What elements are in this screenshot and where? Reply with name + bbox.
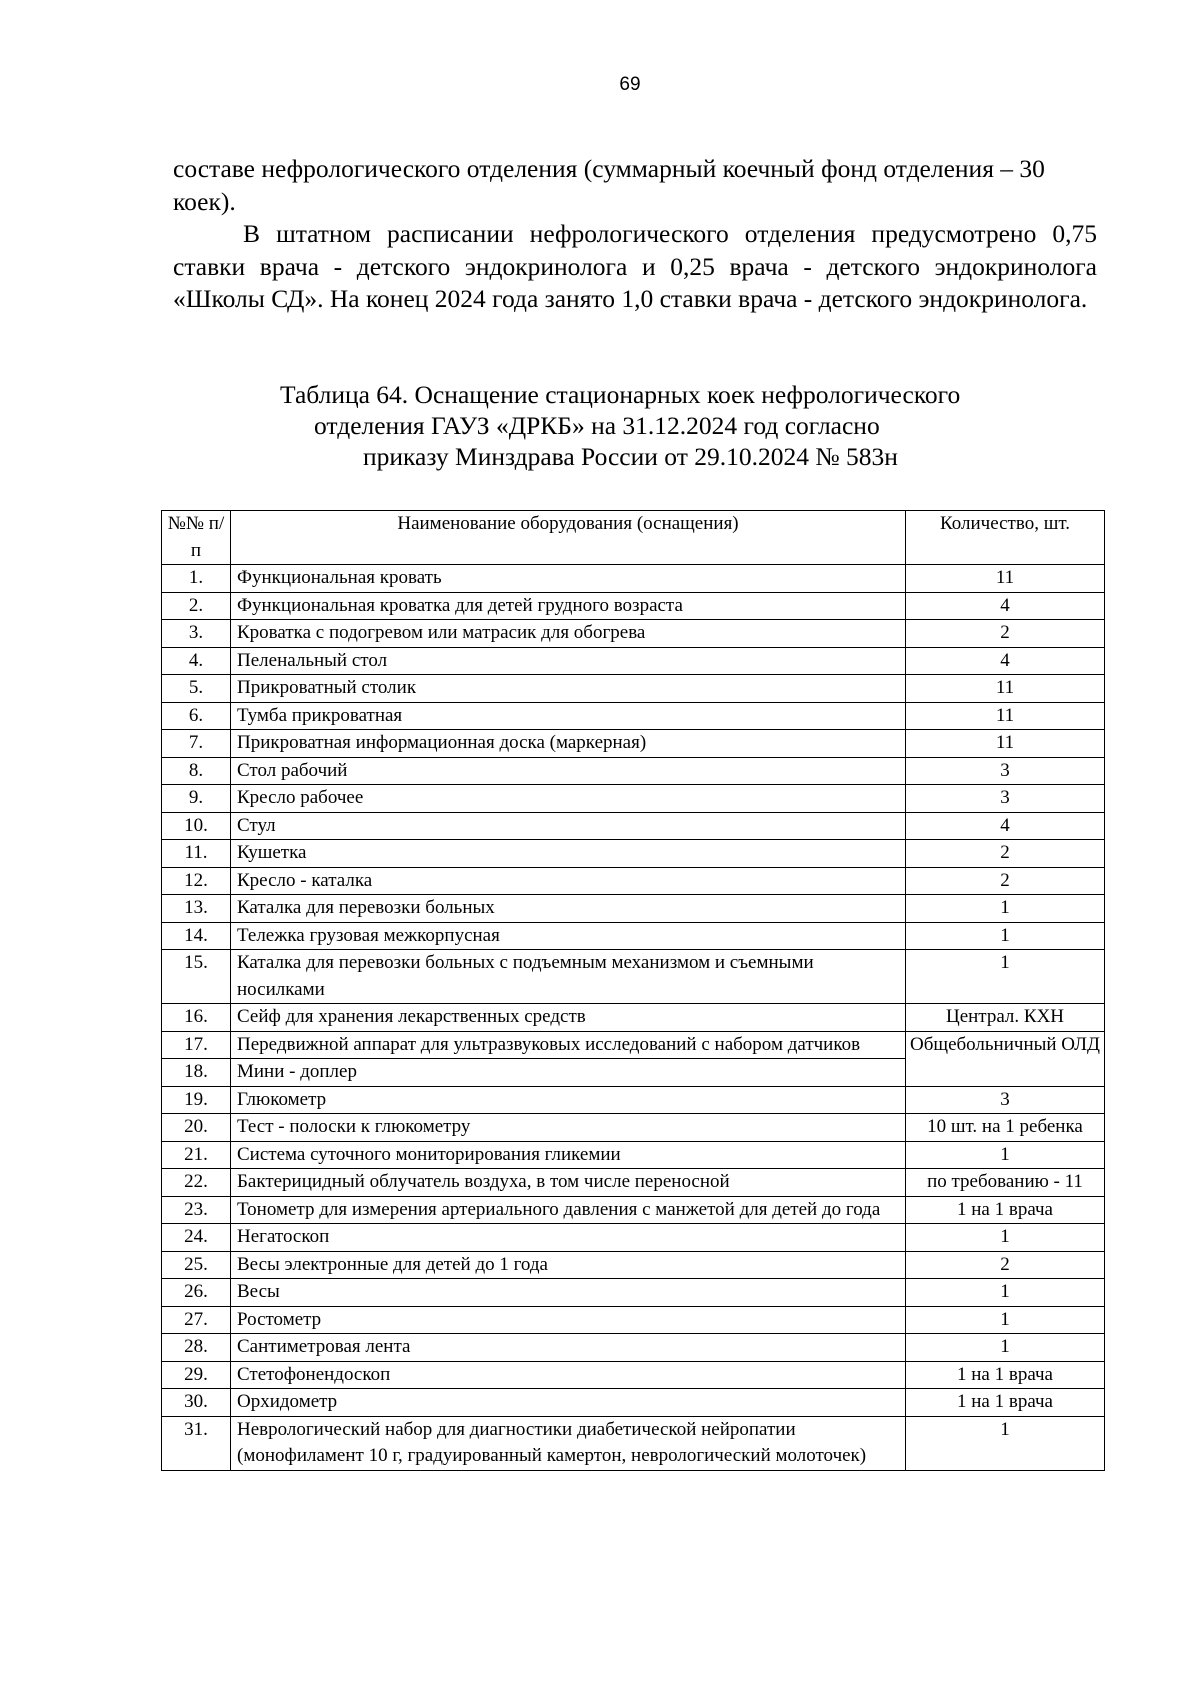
header-quantity: Количество, шт. xyxy=(906,511,1105,565)
row-quantity: 1 xyxy=(906,1416,1105,1470)
equipment-table-body xyxy=(162,511,1105,1471)
row-number: 18. xyxy=(162,1059,231,1087)
row-quantity: 1 xyxy=(906,1279,1105,1307)
row-number: 25. xyxy=(162,1251,231,1279)
row-quantity: по требованию - 11 xyxy=(906,1169,1105,1197)
row-quantity: Централ. КХН xyxy=(906,1004,1105,1032)
row-quantity: 2 xyxy=(906,1251,1105,1279)
table-caption xyxy=(173,379,1097,472)
table-row xyxy=(162,620,1105,648)
row-quantity: 11 xyxy=(906,702,1105,730)
row-equipment-name: Кресло рабочее xyxy=(231,785,906,813)
row-number: 11. xyxy=(162,840,231,868)
row-quantity: 11 xyxy=(906,565,1105,593)
row-quantity: 10 шт. на 1 ребенка xyxy=(906,1114,1105,1142)
row-quantity: 1 xyxy=(906,1224,1105,1252)
row-number: 12. xyxy=(162,867,231,895)
table-header-row xyxy=(162,511,1105,565)
row-number: 7. xyxy=(162,730,231,758)
paragraph-continuation: составе нефрологического отделения (суммарный коечный фонд отделения – 30 коек). xyxy=(173,154,1045,216)
row-equipment-name: Функциональная кровать xyxy=(231,565,906,593)
row-number: 8. xyxy=(162,757,231,785)
row-number: 31. xyxy=(162,1416,231,1470)
row-number: 5. xyxy=(162,675,231,703)
caption-line-2: отделения ГАУЗ «ДРКБ» на 31.12.2024 год согласно xyxy=(314,411,880,440)
row-quantity: 1 xyxy=(906,1141,1105,1169)
table-row xyxy=(162,702,1105,730)
header-number: №№ п/п xyxy=(162,511,231,565)
row-number: 16. xyxy=(162,1004,231,1032)
row-number: 17. xyxy=(162,1031,231,1059)
table-row xyxy=(162,592,1105,620)
row-equipment-name: Прикроватный столик xyxy=(231,675,906,703)
row-quantity: Общебольничный ОЛД xyxy=(906,1031,1105,1086)
header-name: Наименование оборудования (оснащения) xyxy=(231,511,906,565)
row-quantity: 2 xyxy=(906,620,1105,648)
row-number: 2. xyxy=(162,592,231,620)
row-quantity: 2 xyxy=(906,867,1105,895)
table-row xyxy=(162,840,1105,868)
row-equipment-name: Тонометр для измерения артериального давления с манжетой для детей до года xyxy=(231,1196,906,1224)
row-quantity: 4 xyxy=(906,592,1105,620)
table-row xyxy=(162,1279,1105,1307)
table-row xyxy=(162,730,1105,758)
table-row xyxy=(162,647,1105,675)
row-equipment-name: Сейф для хранения лекарственных средств xyxy=(231,1004,906,1032)
row-number: 30. xyxy=(162,1389,231,1417)
row-equipment-name: Глюкометр xyxy=(231,1086,906,1114)
table-row xyxy=(162,1361,1105,1389)
table-row xyxy=(162,785,1105,813)
table-row xyxy=(162,1334,1105,1362)
row-number: 15. xyxy=(162,950,231,1004)
equipment-table xyxy=(161,510,1105,1471)
row-quantity: 3 xyxy=(906,1086,1105,1114)
row-number: 28. xyxy=(162,1334,231,1362)
table-row xyxy=(162,1196,1105,1224)
row-equipment-name: Мини - доплер xyxy=(231,1059,906,1087)
row-number: 24. xyxy=(162,1224,231,1252)
row-quantity: 1 xyxy=(906,1306,1105,1334)
table-row xyxy=(162,1389,1105,1417)
row-number: 13. xyxy=(162,895,231,923)
row-number: 23. xyxy=(162,1196,231,1224)
row-equipment-name: Весы xyxy=(231,1279,906,1307)
row-equipment-name: Стетофонендоскоп xyxy=(231,1361,906,1389)
row-number: 9. xyxy=(162,785,231,813)
table-row xyxy=(162,1031,1105,1059)
row-equipment-name: Тумба прикроватная xyxy=(231,702,906,730)
row-quantity: 1 xyxy=(906,950,1105,1004)
table-row xyxy=(162,1416,1105,1470)
table-row xyxy=(162,1251,1105,1279)
row-quantity: 1 на 1 врача xyxy=(906,1389,1105,1417)
row-number: 22. xyxy=(162,1169,231,1197)
row-quantity: 3 xyxy=(906,785,1105,813)
caption-line-1: Таблица 64. Оснащение стационарных коек нефрологического xyxy=(280,380,961,409)
row-equipment-name: Система суточного мониторирования гликемии xyxy=(231,1141,906,1169)
row-number: 19. xyxy=(162,1086,231,1114)
row-equipment-name: Стул xyxy=(231,812,906,840)
table-row xyxy=(162,867,1105,895)
row-quantity: 1 xyxy=(906,922,1105,950)
row-quantity: 4 xyxy=(906,812,1105,840)
row-number: 14. xyxy=(162,922,231,950)
caption-line-3: приказу Минздрава России от 29.10.2024 № 583н xyxy=(363,442,898,471)
table-row xyxy=(162,675,1105,703)
table-row xyxy=(162,1169,1105,1197)
row-equipment-name: Кушетка xyxy=(231,840,906,868)
row-quantity: 4 xyxy=(906,647,1105,675)
row-equipment-name: Негатоскоп xyxy=(231,1224,906,1252)
table-row xyxy=(162,1141,1105,1169)
row-quantity: 1 xyxy=(906,1334,1105,1362)
table-row xyxy=(162,1004,1105,1032)
row-number: 29. xyxy=(162,1361,231,1389)
row-number: 10. xyxy=(162,812,231,840)
table-row xyxy=(162,950,1105,1004)
row-equipment-name: Орхидометр xyxy=(231,1389,906,1417)
table-row xyxy=(162,1114,1105,1142)
row-equipment-name: Тест - полоски к глюкометру xyxy=(231,1114,906,1142)
row-number: 1. xyxy=(162,565,231,593)
row-equipment-name: Неврологический набор для диагностики диабетической нейропатии (монофиламент 10 г, градуированный камертон, неврологический молоточек) xyxy=(231,1416,906,1470)
row-equipment-name: Ростометр xyxy=(231,1306,906,1334)
row-equipment-name: Каталка для перевозки больных xyxy=(231,895,906,923)
row-equipment-name: Весы электронные для детей до 1 года xyxy=(231,1251,906,1279)
row-equipment-name: Стол рабочий xyxy=(231,757,906,785)
row-equipment-name: Пеленальный стол xyxy=(231,647,906,675)
row-equipment-name: Передвижной аппарат для ультразвуковых исследований с набором датчиков xyxy=(231,1031,906,1059)
row-quantity: 11 xyxy=(906,730,1105,758)
row-quantity: 11 xyxy=(906,675,1105,703)
table-row xyxy=(162,922,1105,950)
row-number: 20. xyxy=(162,1114,231,1142)
table-row xyxy=(162,895,1105,923)
row-equipment-name: Тележка грузовая межкорпусная xyxy=(231,922,906,950)
table-row xyxy=(162,812,1105,840)
row-equipment-name: Функциональная кроватка для детей грудного возраста xyxy=(231,592,906,620)
row-number: 6. xyxy=(162,702,231,730)
row-number: 21. xyxy=(162,1141,231,1169)
row-number: 26. xyxy=(162,1279,231,1307)
row-equipment-name: Бактерицидный облучатель воздуха, в том числе переносной xyxy=(231,1169,906,1197)
row-number: 3. xyxy=(162,620,231,648)
row-equipment-name: Кроватка с подогревом или матрасик для обогрева xyxy=(231,620,906,648)
row-number: 4. xyxy=(162,647,231,675)
row-quantity: 2 xyxy=(906,840,1105,868)
row-equipment-name: Кресло - каталка xyxy=(231,867,906,895)
page-number: 69 xyxy=(619,74,641,95)
paragraph-staffing: В штатном расписании нефрологического отделения предусмотрено 0,75 ставки врача - детского эндокринолога и 0,25 врача - детского эндокринолога «Школы СД». На конец 2024 года занято 1,0 ставки врача - детского эндокринолога. xyxy=(173,219,1097,313)
row-quantity: 1 на 1 врача xyxy=(906,1361,1105,1389)
row-equipment-name: Сантиметровая лента xyxy=(231,1334,906,1362)
table-row xyxy=(162,565,1105,593)
row-quantity: 1 xyxy=(906,895,1105,923)
table-row xyxy=(162,1086,1105,1114)
row-equipment-name: Каталка для перевозки больных с подъемным механизмом и съемными носилками xyxy=(231,950,906,1004)
row-number: 27. xyxy=(162,1306,231,1334)
row-quantity: 3 xyxy=(906,757,1105,785)
table-row xyxy=(162,1306,1105,1334)
table-row xyxy=(162,1224,1105,1252)
row-quantity: 1 на 1 врача xyxy=(906,1196,1105,1224)
table-row xyxy=(162,757,1105,785)
row-equipment-name: Прикроватная информационная доска (маркерная) xyxy=(231,730,906,758)
